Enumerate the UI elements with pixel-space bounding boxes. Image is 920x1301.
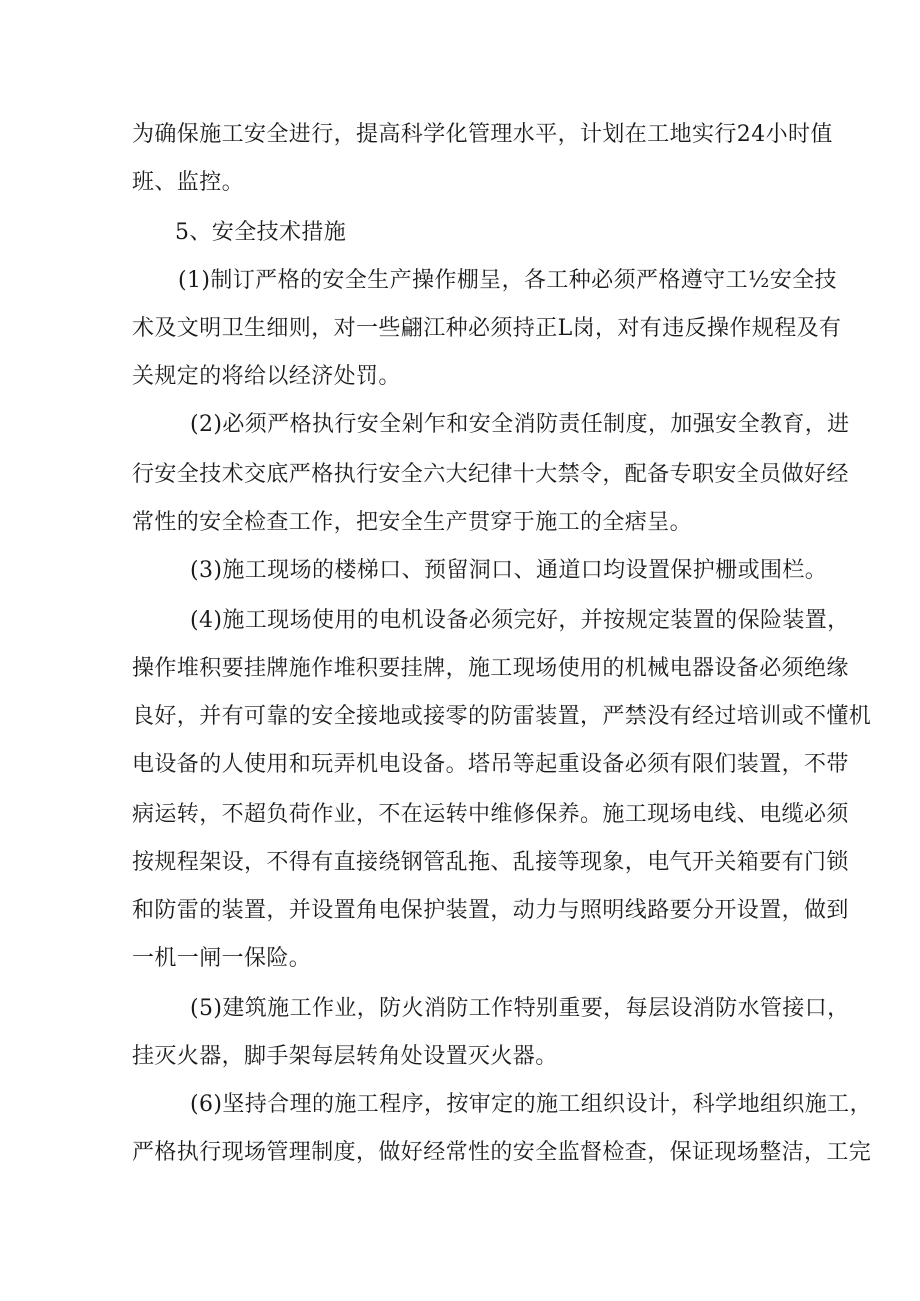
text-line: 一机一闸一保险。 <box>132 946 312 971</box>
text-line: 严格执行现场管理制度，做好经常性的安全监督检查，保证现场整洁，工完 <box>132 1140 872 1165</box>
text-line: 按规程架设，不得有直接绕钢管乱拖、乱接等现象，电气开关箱要有门锁 <box>132 850 849 875</box>
text-line: 术及文明卫生细则，对一些翩江种必须持正L岗，对有违反操作规程及有 <box>132 316 842 341</box>
text-line: (4)施工现场使用的电机设备必须完好，并按规定装置的保险装置， <box>190 608 850 633</box>
text-line: 良好，并有可靠的安全接地或接零的防雷装置，严禁没有经过培训或不懂机 <box>132 704 872 729</box>
text-line: 关规定的将给以经济处罚。 <box>132 364 401 389</box>
text-line: (6)坚持合理的施工程序，按审定的施工组织设计，科学地组织施工， <box>190 1092 872 1117</box>
text-line: 常性的安全检查工作，把安全生产贯穿于施工的全痞呈。 <box>132 510 693 535</box>
text-line: (2)必须严格执行安全剁乍和安全消防责任制度，加强安全教育，进 <box>190 412 850 437</box>
text-line: (5)建筑施工作业，防火消防工作特别重要，每层设消防水管接口， <box>190 996 850 1021</box>
text-line: 为确保施工安全进行，提高科学化管理水平，计划在工地实行24小时值 <box>132 122 833 147</box>
text-line: 操作堆积要挂牌施作堆积要挂牌，施工现场使用的机械电器设备必须绝缘 <box>132 656 849 681</box>
text-line: 班、监控。 <box>132 170 245 195</box>
text-line: 和防雷的装置，并设置角电保护装置，动力与照明线路要分开设置，做到 <box>132 898 849 923</box>
text-line: (1)制订严格的安全生产操作棚呈，各工种必须严格遵守工½安全技 <box>178 268 837 293</box>
text-line: 挂灭火器，脚手架每层转角处设置灭火器。 <box>132 1044 558 1069</box>
section-heading: 5、安全技术措施 <box>175 220 347 245</box>
text-line: 电设备的人使用和玩弄机电设备。塔吊等起重设备必须有限们装置，不带 <box>132 752 849 777</box>
text-line: (3)施工现场的楼梯口、预留洞口、通道口均设置保护栅或围栏。 <box>190 558 828 583</box>
text-line: 病运转，不超负荷作业，不在运转中维修保养。施工现场电线、电缆必须 <box>132 802 849 827</box>
text-line: 行安全技术交底严格执行安全六大纪律十大禁令，配备专职安全员做好经 <box>132 462 849 487</box>
